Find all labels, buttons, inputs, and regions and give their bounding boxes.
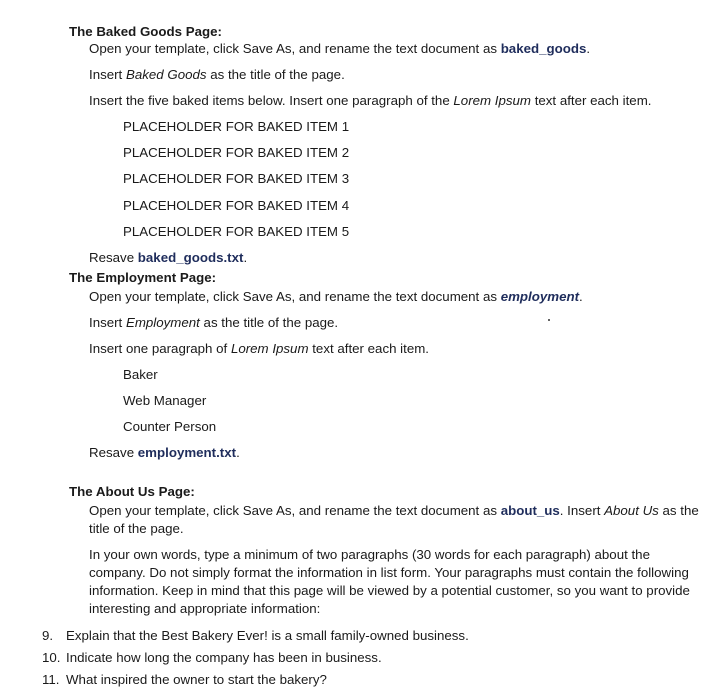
about-step-save-as-cont: title of the page. <box>89 521 184 536</box>
filename: baked_goods <box>500 41 587 56</box>
page-title-text: Employment <box>125 315 200 330</box>
filename: employment <box>500 289 580 304</box>
step-text: Open your template, click Save As, and rename the text document as <box>89 41 501 56</box>
step-text: Open your template, click Save As, and rename the text document as <box>89 289 501 304</box>
baked-item: PLACEHOLDER FOR BAKED ITEM 4 <box>123 198 350 213</box>
step-text: Resave <box>89 445 138 460</box>
cut-off-line <box>42 693 462 699</box>
step-text: Insert <box>89 315 126 330</box>
baked-goods-heading: The Baked Goods Page: <box>69 24 222 39</box>
about-paragraph-line: In your own words, type a minimum of two paragraphs (30 words for each paragraph) about the <box>89 547 650 562</box>
punct: . <box>243 250 248 265</box>
numbered-item <box>42 671 327 689</box>
step-text: Insert one paragraph of <box>89 341 231 356</box>
filename: employment.txt <box>137 445 237 460</box>
list-number: 10. <box>42 650 61 665</box>
about-paragraph-line: interesting and appropriate information: <box>89 601 321 616</box>
employment-item: Web Manager <box>123 393 207 408</box>
baked-step-title <box>89 66 345 84</box>
page-title-text: Baked Goods <box>125 67 207 82</box>
filename: about_us <box>500 503 560 518</box>
list-text: Indicate how long the company has been in business. <box>66 650 382 665</box>
employment-step-save-as <box>89 288 583 306</box>
lorem-ipsum-text: Lorem Ipsum <box>453 93 531 108</box>
baked-item: PLACEHOLDER FOR BAKED ITEM 3 <box>123 171 350 186</box>
list-number: 11. <box>42 672 60 687</box>
stray-dot <box>548 319 550 321</box>
baked-item: PLACEHOLDER FOR BAKED ITEM 5 <box>123 224 350 239</box>
step-text: text after each item. <box>531 93 652 108</box>
numbered-item <box>42 627 469 645</box>
list-text: Explain that the Best Bakery Ever! is a small family-owned business. <box>66 628 469 643</box>
step-text: Resave <box>89 250 138 265</box>
about-paragraph-line: company. Do not simply format the information in list form. Your paragraphs must contain the following <box>89 565 689 580</box>
step-text: Insert the five baked items below. Insert one paragraph of the <box>89 93 454 108</box>
employment-resave <box>89 444 240 462</box>
employment-item: Counter Person <box>123 419 217 434</box>
lorem-ipsum-text: Lorem Ipsum <box>230 341 309 356</box>
punct: . <box>236 445 240 460</box>
about-paragraph-line: information. Keep in mind that this page will be viewed by a potential customer, so you want to provide <box>89 583 690 598</box>
step-text: . Insert <box>559 503 605 518</box>
employment-step-items <box>89 340 429 358</box>
step-text: as the <box>658 503 699 518</box>
about-us-heading: The About Us Page: <box>69 484 195 499</box>
list-text: What inspired the owner to start the bakery? <box>66 672 327 687</box>
baked-item: PLACEHOLDER FOR BAKED ITEM 1 <box>123 119 350 134</box>
numbered-item <box>42 649 382 667</box>
baked-resave <box>89 249 247 267</box>
about-step-save-as <box>89 502 699 520</box>
list-number: 9. <box>42 628 54 643</box>
page-title-text: About Us <box>604 503 659 518</box>
employment-item: Baker <box>123 367 158 382</box>
baked-item: PLACEHOLDER FOR BAKED ITEM 2 <box>123 145 350 160</box>
punct: . <box>579 289 583 304</box>
step-text: as the title of the page. <box>199 315 339 330</box>
step-text: Insert <box>89 67 126 82</box>
baked-step-items <box>89 92 651 110</box>
filename: baked_goods.txt <box>137 250 244 265</box>
employment-step-title <box>89 314 338 332</box>
baked-step-save-as <box>89 40 590 58</box>
employment-heading: The Employment Page: <box>69 270 217 285</box>
step-text: as the title of the page. <box>206 67 345 82</box>
step-text: Open your template, click Save As, and rename the text document as <box>89 503 501 518</box>
punct: . <box>586 41 591 56</box>
step-text: text after each item. <box>308 341 429 356</box>
